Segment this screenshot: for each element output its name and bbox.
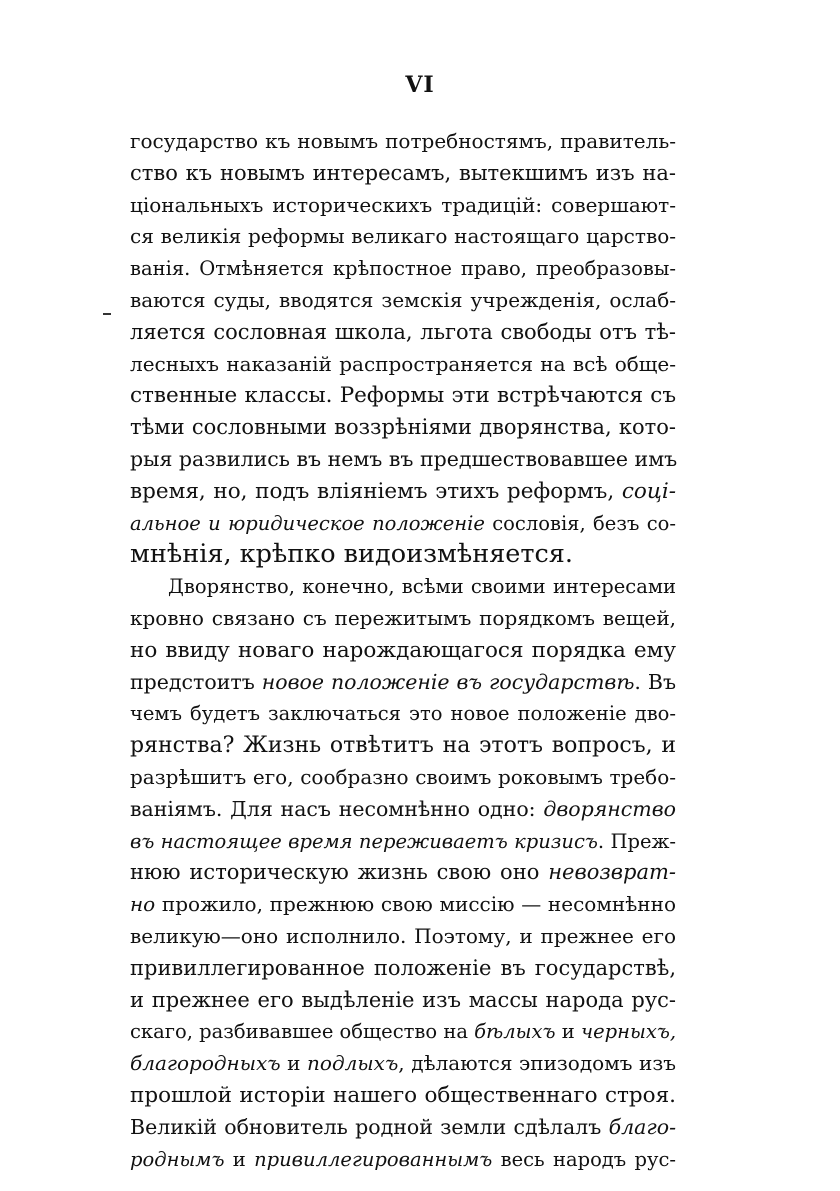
text-line: ся великія реформы великаго настоящаго царство- [130, 224, 676, 249]
text-line: рыя развились въ немъ въ предшествовавшее имъ [130, 446, 678, 471]
text-line: ляется сословная школа, льгота свободы отъ тѣ- [130, 319, 676, 344]
text-line: но прожило, прежнюю свою миссію — несомнѣнно [130, 892, 676, 917]
text-line: альное и юридическое положеніе сословія, безъ со- [130, 511, 676, 535]
text-line: скаго, разбивавшее общество на бѣлыхъ и черныхъ, [130, 1020, 677, 1044]
text-line: великую—оно исполнило. Поэтому, и прежнее его [130, 923, 676, 948]
text-line: чемъ будетъ заключаться это новое положеніе дво- [130, 702, 676, 726]
text-line: ванія. Отмѣняется крѣпостное право, преобразовы- [130, 257, 676, 281]
body-text [130, 126, 676, 1175]
text-line: благородныхъ и подлыхъ, дѣлаются эпизодомъ изъ [130, 1051, 677, 1076]
page-number: VI [405, 72, 435, 98]
text-line: но ввиду новаго нарождающагося порядка ему [130, 637, 676, 663]
text-line: Великій обновитель родной земли сдѣлалъ благо- [130, 1114, 676, 1139]
text-line: тѣми сословными воззрѣніями дворянства, кото- [130, 415, 676, 440]
text-line: ціональныхъ историческихъ традицій: совершают- [130, 192, 676, 217]
text-line: время, но, подъ вліяніемъ этихъ реформъ, соці- [130, 478, 676, 504]
text-line: въ настоящее время переживаетъ кризисъ. Преж- [130, 829, 677, 853]
text-line: кровно связано съ пережитымъ порядкомъ вещей, [130, 605, 676, 630]
text-line: прошлой исторіи нашего общественнаго строя. [130, 1082, 676, 1108]
text-line: рянства? Жизнь отвѣтитъ на этотъ вопросъ, и [130, 733, 676, 759]
margin-mark [103, 313, 111, 315]
text-line: ваются суды, вводятся земскія учрежденія, ослаб- [130, 287, 676, 312]
text-line: нюю историческую жизнь свою оно невозврат- [130, 860, 676, 885]
text-line: ственные классы. Реформы эти встрѣчаются съ [130, 383, 676, 409]
text-line: лесныхъ наказаній распространяется на всѣ обще- [130, 351, 676, 376]
text-line: разрѣшитъ его, сообразно своимъ роковымъ требо- [130, 764, 676, 789]
text-line: предстоитъ новое положеніе въ государствѣ. Въ [130, 669, 676, 694]
text-line: ство къ новымъ интересамъ, вытекшимъ изъ на- [130, 160, 676, 185]
text-line: ваніямъ. Для насъ несомнѣнно одно: дворянство [130, 796, 676, 821]
text-line: мнѣнія, крѣпко видоизмѣняется. [130, 539, 573, 570]
text-line: роднымъ и привиллегированнымъ весь народъ рус- [130, 1147, 676, 1171]
text-line: привиллегированное положеніе въ государствѣ, [130, 955, 676, 980]
text-line: и прежнее его выдѣленіе изъ массы народа рус- [130, 987, 676, 1012]
text-line: Дворянство, конечно, всѣми своими интересами [168, 575, 676, 599]
text-line: государство къ новымъ потребностямъ, правитель- [130, 129, 676, 153]
